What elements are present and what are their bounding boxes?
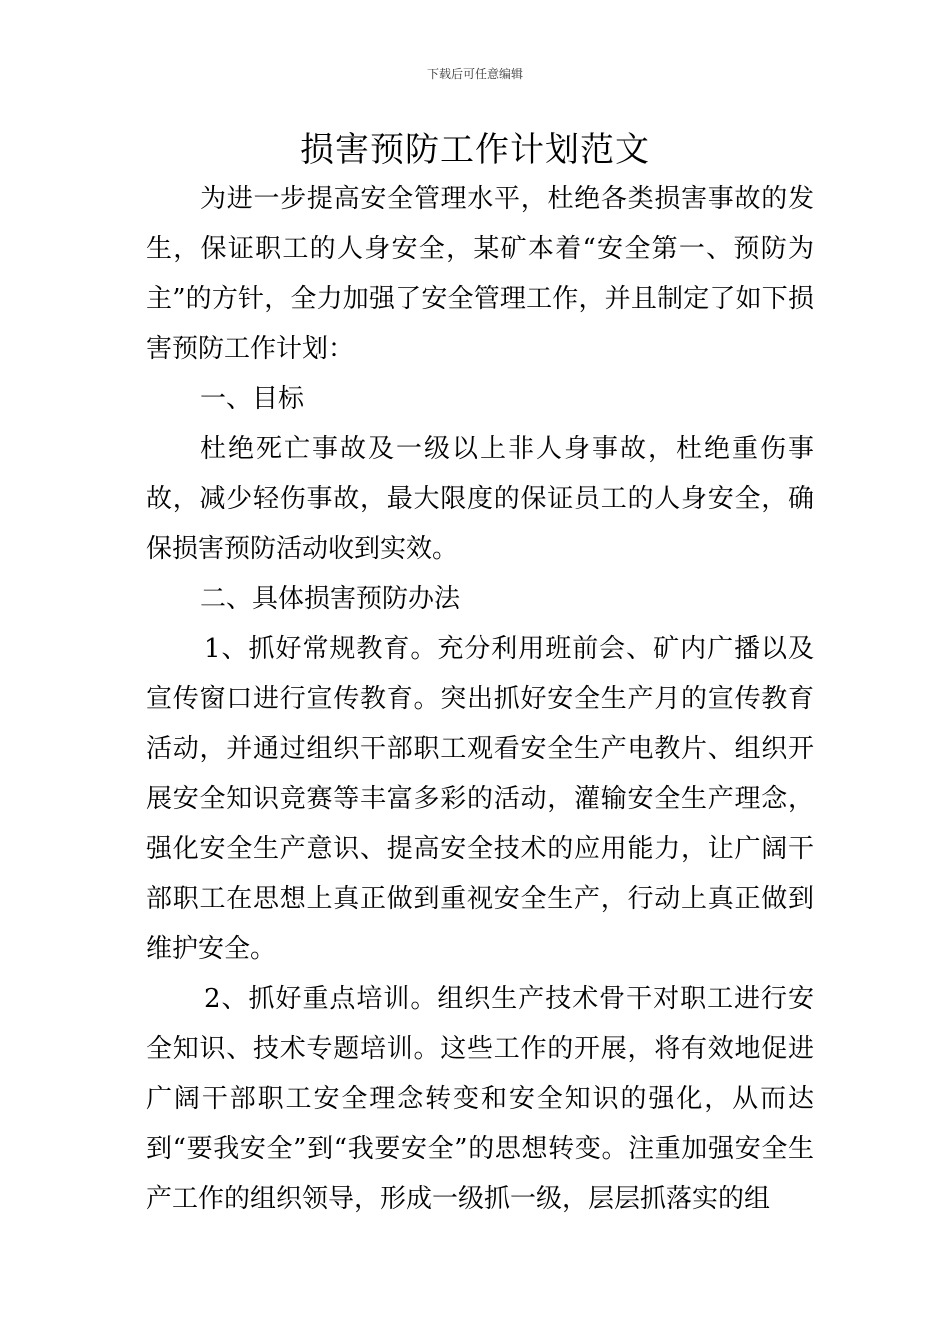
document-title: 损害预防工作计划范文 xyxy=(300,130,650,170)
section-heading-measures: 二、具体损害预防办法 xyxy=(200,584,461,614)
paragraph-goal: 杜绝死亡事故及一级以上非人身事故，杜绝重伤事故，减少轻伤事故，最大限度的保证员工的人身安全，确保损害预防活动收到实效。 xyxy=(146,434,814,564)
header-note: 下载后可任意编辑 xyxy=(426,67,523,81)
paragraph-intro: 为进一步提高安全管理水平，杜绝各类损害事故的发生，保证职工的人身安全，某矿本着“安全第一、预防为主”的方针，全力加强了安全管理工作，并且制定了如下损害预防工作计划： xyxy=(146,184,814,364)
section-heading-goal: 一、目标 xyxy=(200,384,305,414)
document-body xyxy=(146,174,814,1224)
paragraph-measure-1: 1、抓好常规教育。充分利用班前会、矿内广播以及宣传窗口进行宣传教育。突出抓好安全生产月的宣传教育活动，并通过组织干部职工观看安全生产电教片、组织开展安全知识竞赛等丰富多彩的活动，灌输安全生产理念，强化安全生产意识、提高安全技术的应用能力，让广阔干部职工在思想上真正做到重视安全生产，行动上真正做到维护安全。 xyxy=(146,634,814,964)
paragraph-measure-2: 2、抓好重点培训。组织生产技术骨干对职工进行安全知识、技术专题培训。这些工作的开展，将有效地促进广阔干部职工安全理念转变和安全知识的强化，从而达到“要我安全”到“我要安全”的思想转变。注重加强安全生产工作的组织领导，形成一级抓一级，层层抓落实的组 xyxy=(146,984,814,1214)
